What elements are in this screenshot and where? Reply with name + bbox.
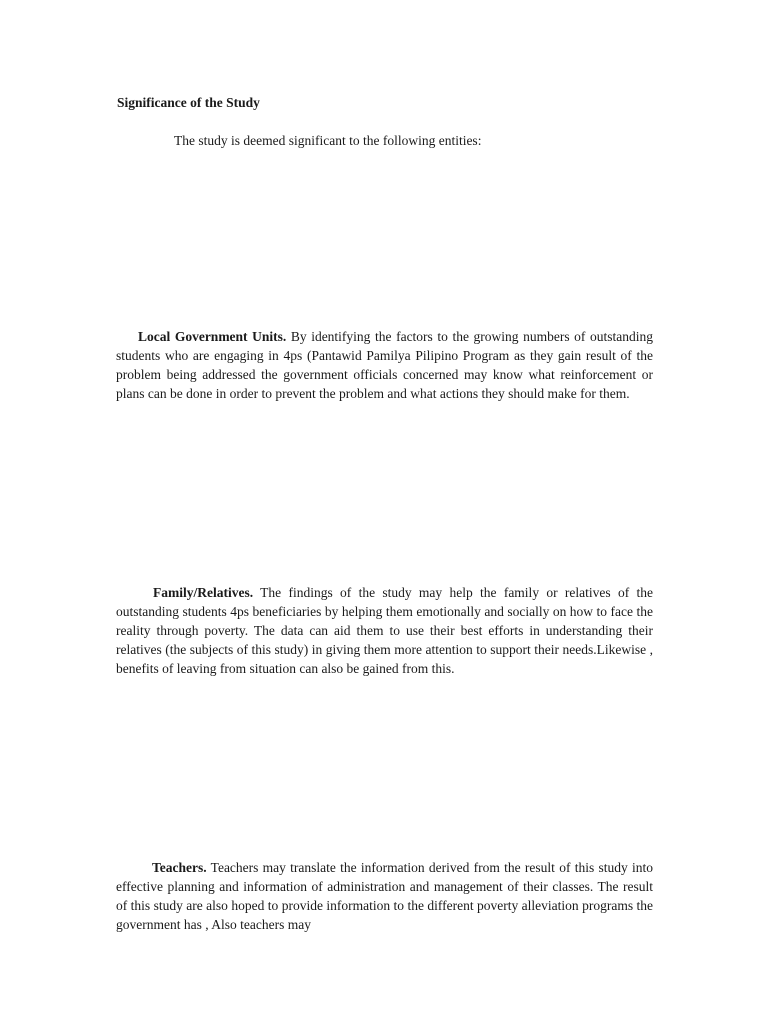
term-teachers: Teachers. <box>152 859 207 875</box>
paragraph-text: Teachers may translate the information derived from the result of this study into effective planning and information of administration and management of their classes. The result of this study are also hoped to provide information to the different poverty alleviation programs the government has , Also teachers may <box>116 859 653 933</box>
intro-sentence: The study is deemed significant to the following entities: <box>174 133 482 148</box>
paragraph-teachers <box>116 858 653 935</box>
paragraph-text: The findings of the study may help the family or relatives of the outstanding students 4ps beneficiaries by helping them emotionally and socially on how to face the reality through poverty. The data can aid them to use their best efforts in understanding their relatives (the subjects of this study) in giving them more attention to support their needs.Likewise , benefits of leaving from situation can also be gained from this. <box>116 584 653 677</box>
section-heading: Significance of the Study <box>117 95 260 110</box>
term-family-relatives: Family/Relatives. <box>153 584 254 600</box>
paragraph-text: By identifying the factors to the growing numbers of outstanding students who are engaging in 4ps (Pantawid Pamilya Pilipino Program as they gain result of the problem being addressed the government officials concerned may know what reinforcement or plans can be done in order to prevent the problem and what actions they should make for them. <box>116 328 653 402</box>
term-local-government-units: Local Government Units. <box>138 328 287 344</box>
paragraph-family-relatives <box>116 583 653 679</box>
paragraph-local-government-units <box>116 327 653 404</box>
